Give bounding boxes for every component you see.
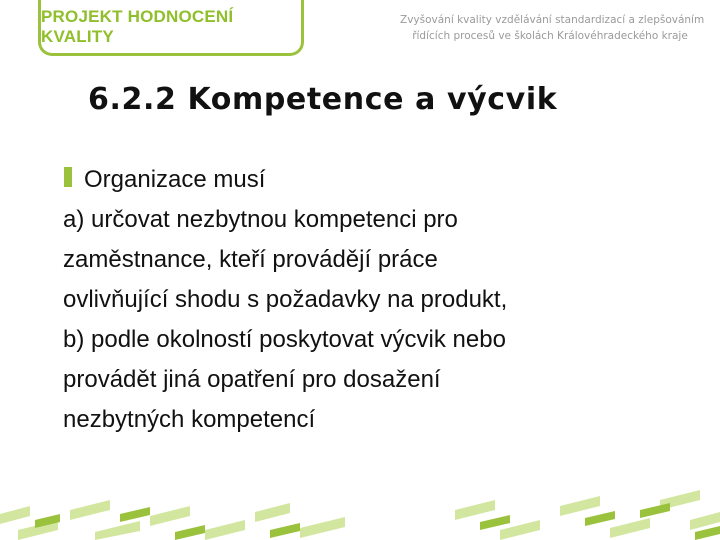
square-bullet-icon (64, 167, 72, 187)
list-item-b-line-1: b) podle okolností poskytovat výcvik nebo (63, 326, 506, 353)
list-item-b-line-2: provádět jiná opatření pro dosažení (63, 366, 441, 393)
logo-text: PROJEKT HODNOCENÍ KVALITY (41, 6, 234, 46)
bullet-text: Organizace musí (84, 166, 266, 193)
bullet-item (64, 160, 703, 200)
list-item-a-line-3: ovlivňující shodu s požadavky na produkt, (63, 286, 508, 313)
header-tagline (400, 12, 705, 44)
tagline-line-1: Zvyšování kvality vzdělávání standardizací a zlepšováním (400, 14, 705, 26)
slide-title: 6.2.2 Kompetence a výcvik (88, 82, 558, 117)
project-logo (38, 0, 304, 56)
list-item-a (63, 200, 703, 320)
slide-content (63, 160, 703, 440)
list-item-b-line-3: nezbytných kompetencí (63, 406, 316, 433)
decorative-stripes (0, 470, 720, 540)
list-item-b (63, 320, 703, 440)
tagline-line-2: řídících procesů ve školách Královéhradeckého kraje (412, 30, 688, 42)
list-item-a-line-1: a) určovat nezbytnou kompetenci pro (63, 206, 458, 233)
list-item-a-line-2: zaměstnance, kteří provádějí práce (63, 246, 438, 273)
